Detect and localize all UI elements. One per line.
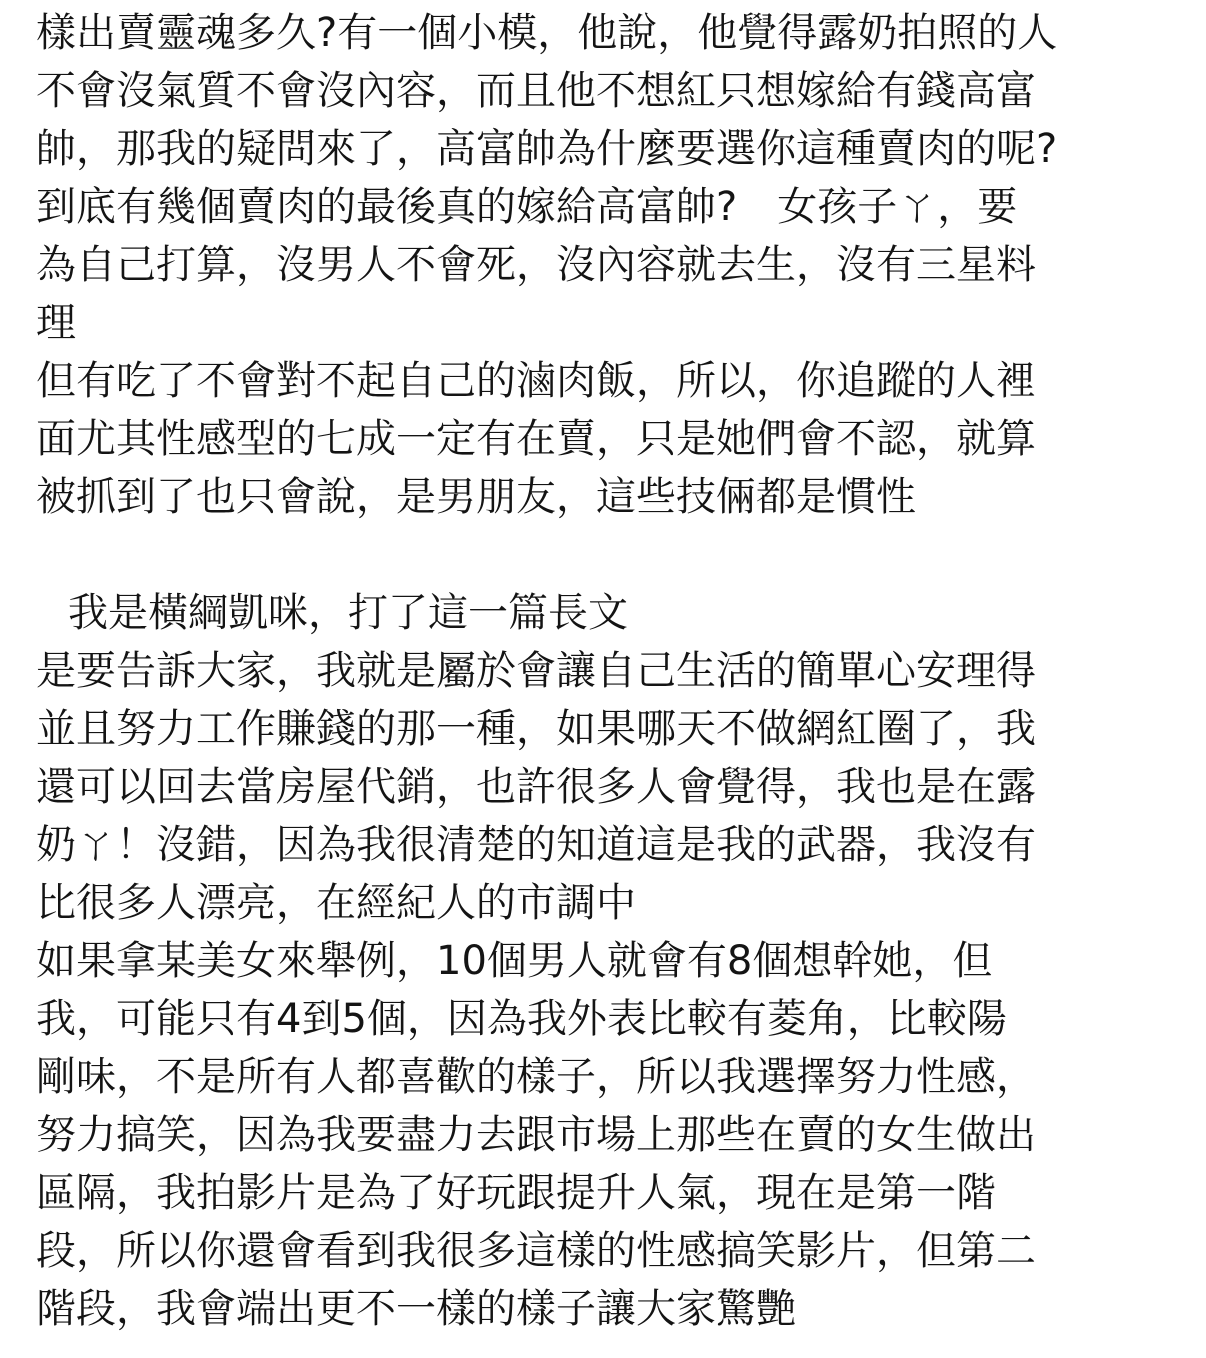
text-line: 但有吃了不會對不起自己的滷肉飯，所以，你追蹤的人裡 xyxy=(36,358,1036,404)
text-line: 段，所以你還會看到我很多這樣的性感搞笑影片，但第二 xyxy=(36,1228,1036,1274)
text-line: 被抓到了也只會說，是男朋友，這些技倆都是慣性 xyxy=(36,474,916,520)
text-line: 樣出賣靈魂多久?有一個小模，他說，他覺得露奶拍照的人 xyxy=(36,10,1058,56)
text-line: 努力搞笑，因為我要盡力去跟市場上那些在賣的女生做出 xyxy=(36,1112,1036,1158)
text-line: 帥，那我的疑問來了，高富帥為什麼要選你這種賣肉的呢? xyxy=(36,126,1058,172)
text-line: 比很多人漂亮，在經紀人的市調中 xyxy=(36,880,636,926)
post-text-body xyxy=(36,4,1202,1338)
text-line: 奶ㄚ！沒錯，因為我很清楚的知道這是我的武器，我沒有 xyxy=(36,822,1036,868)
text-line: 還可以回去當房屋代銷，也許很多人會覺得，我也是在露 xyxy=(36,764,1036,810)
indented-text: 我是橫綱凱咪，打了這一篇長文 xyxy=(68,590,628,636)
text-line: 我，可能只有4到5個，因為我外表比較有菱角，比較陽 xyxy=(36,996,1007,1042)
text-line: 面尤其性感型的七成一定有在賣，只是她們會不認，就算 xyxy=(36,416,1036,462)
text-line: 剛味，不是所有人都喜歡的樣子，所以我選擇努力性感， xyxy=(36,1054,1036,1100)
text-line: 區隔，我拍影片是為了好玩跟提升人氣，現在是第一階 xyxy=(36,1170,996,1216)
text-line: 到底有幾個賣肉的最後真的嫁給高富帥? 女孩子ㄚ，要 xyxy=(36,184,1018,230)
text-line: 並且努力工作賺錢的那一種，如果哪天不做網紅圈了，我 xyxy=(36,706,1036,752)
text-line: 階段，我會端出更不一樣的樣子讓大家驚艷 xyxy=(36,1286,796,1332)
text-line: 不會沒氣質不會沒內容，而且他不想紅只想嫁給有錢高富 xyxy=(36,68,1036,114)
paragraph-break xyxy=(36,526,1202,584)
text-line: 理 xyxy=(36,300,76,346)
text-line xyxy=(36,584,1202,642)
text-line: 如果拿某美女來舉例，10個男人就會有8個想幹她，但 xyxy=(36,938,993,984)
text-line: 為自己打算，沒男人不會死，沒內容就去生，沒有三星料 xyxy=(36,242,1036,288)
text-line: 是要告訴大家，我就是屬於會讓自己生活的簡單心安理得 xyxy=(36,648,1036,694)
